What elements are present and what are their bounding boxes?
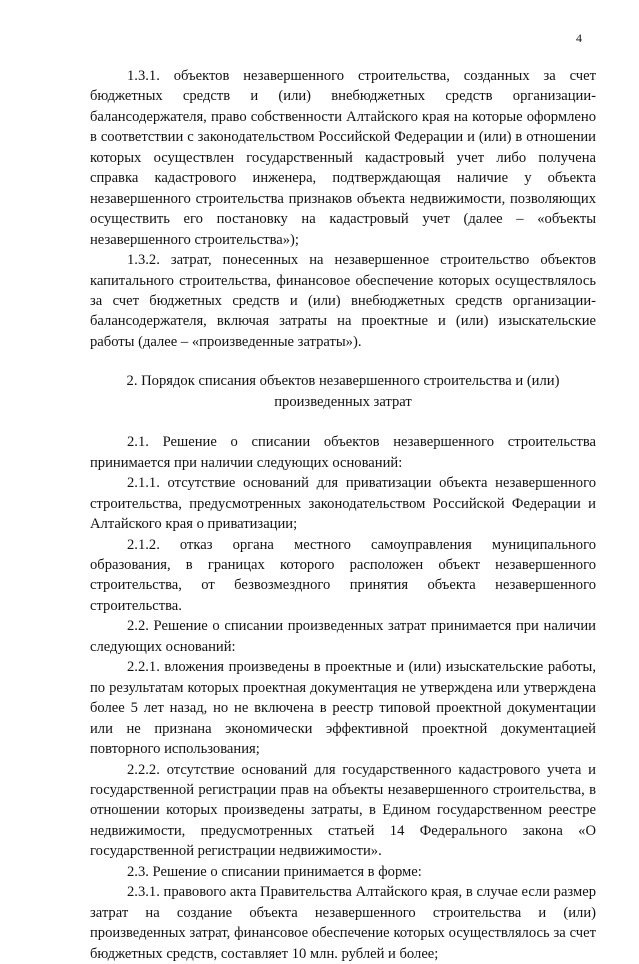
section-heading-line-1: 2. Порядок списания объектов незавершенного строительства и (или) (126, 373, 560, 390)
paragraph-2-2: 2.2. Решение о списании произведенных затрат принимается при наличии следующих оснований: (90, 618, 596, 655)
paragraph-2-3-1: 2.3.1. правового акта Правительства Алтайского края, в случае если размер затрат на создание объекта незавершенного строительства и (или) произведенных затрат, финансовое обеспечение которых осуществлялось за счет бюджетных средств, составляет 10 млн. рублей и более; (90, 884, 596, 962)
paragraph-2-2-2: 2.2.2. отсутствие оснований для государственного кадастрового учета и государственной регистрации прав на объекты незавершенного строительства, в отношении которых произведены затраты, в Едином государственном реестре недвижимости, предусмотренных статьей 14 Федерального закона «О государственной регистрации недвижимости». (90, 761, 596, 860)
paragraph-1-3-1: 1.3.1. объектов незавершенного строительства, созданных за счет бюджетных средств и (или) внебюджетных средств организации-балансодержателя, право собственности Алтайского края на которые оформлено в соответствии с законодательством Российской Федерации и (или) в отношении которых осуществлен государственный кадастровый учет либо получена справка кадастрового инженера, подтверждающая наличие у объекта незавершенного строительства признаков объекта недвижимости, позволяющих осуществить его постановку на кадастровый учет (далее – «объекты незавершенного строительства»); (90, 68, 596, 248)
paragraph-2-1-2: 2.1.2. отказ органа местного самоуправления муниципального образования, в границах которого расположен объект незавершенного строительства, от безвозмездного принятия объекта незавершенного строительства. (90, 536, 596, 614)
document-body (90, 66, 596, 964)
paragraph-2-2-1: 2.2.1. вложения произведены в проектные и (или) изыскательские работы, по результатам которых проектная документация не утверждена или утверждена более 5 лет назад, но не включена в реестр типовой проектной документации или не признана экономически эффективной проектной документацией повторного использования; (90, 659, 596, 758)
paragraph-1-3-2: 1.3.2. затрат, понесенных на незавершенное строительство объектов капитального строительства, финансовое обеспечение которых осуществлялось за счет бюджетных средств и (или) внебюджетных средств организации-балансодержателя, включая затраты на проектные и (или) изыскательские работы (далее – «произведенные затраты»). (90, 252, 596, 350)
paragraph-2-1-1: 2.1.1. отсутствие оснований для приватизации объекта незавершенного строительства, предусмотренных законодательством Российской Федерации и Алтайского края о приватизации; (90, 475, 596, 533)
paragraph-2-3: 2.3. Решение о списании принимается в форме: (127, 863, 422, 880)
page-number: 4 (576, 31, 582, 45)
paragraph-2-1: 2.1. Решение о списании объектов незавершенного строительства принимается при наличии следующих оснований: (90, 434, 596, 471)
section-heading (90, 371, 596, 412)
section-heading-line-2: произведенных затрат (274, 393, 412, 410)
